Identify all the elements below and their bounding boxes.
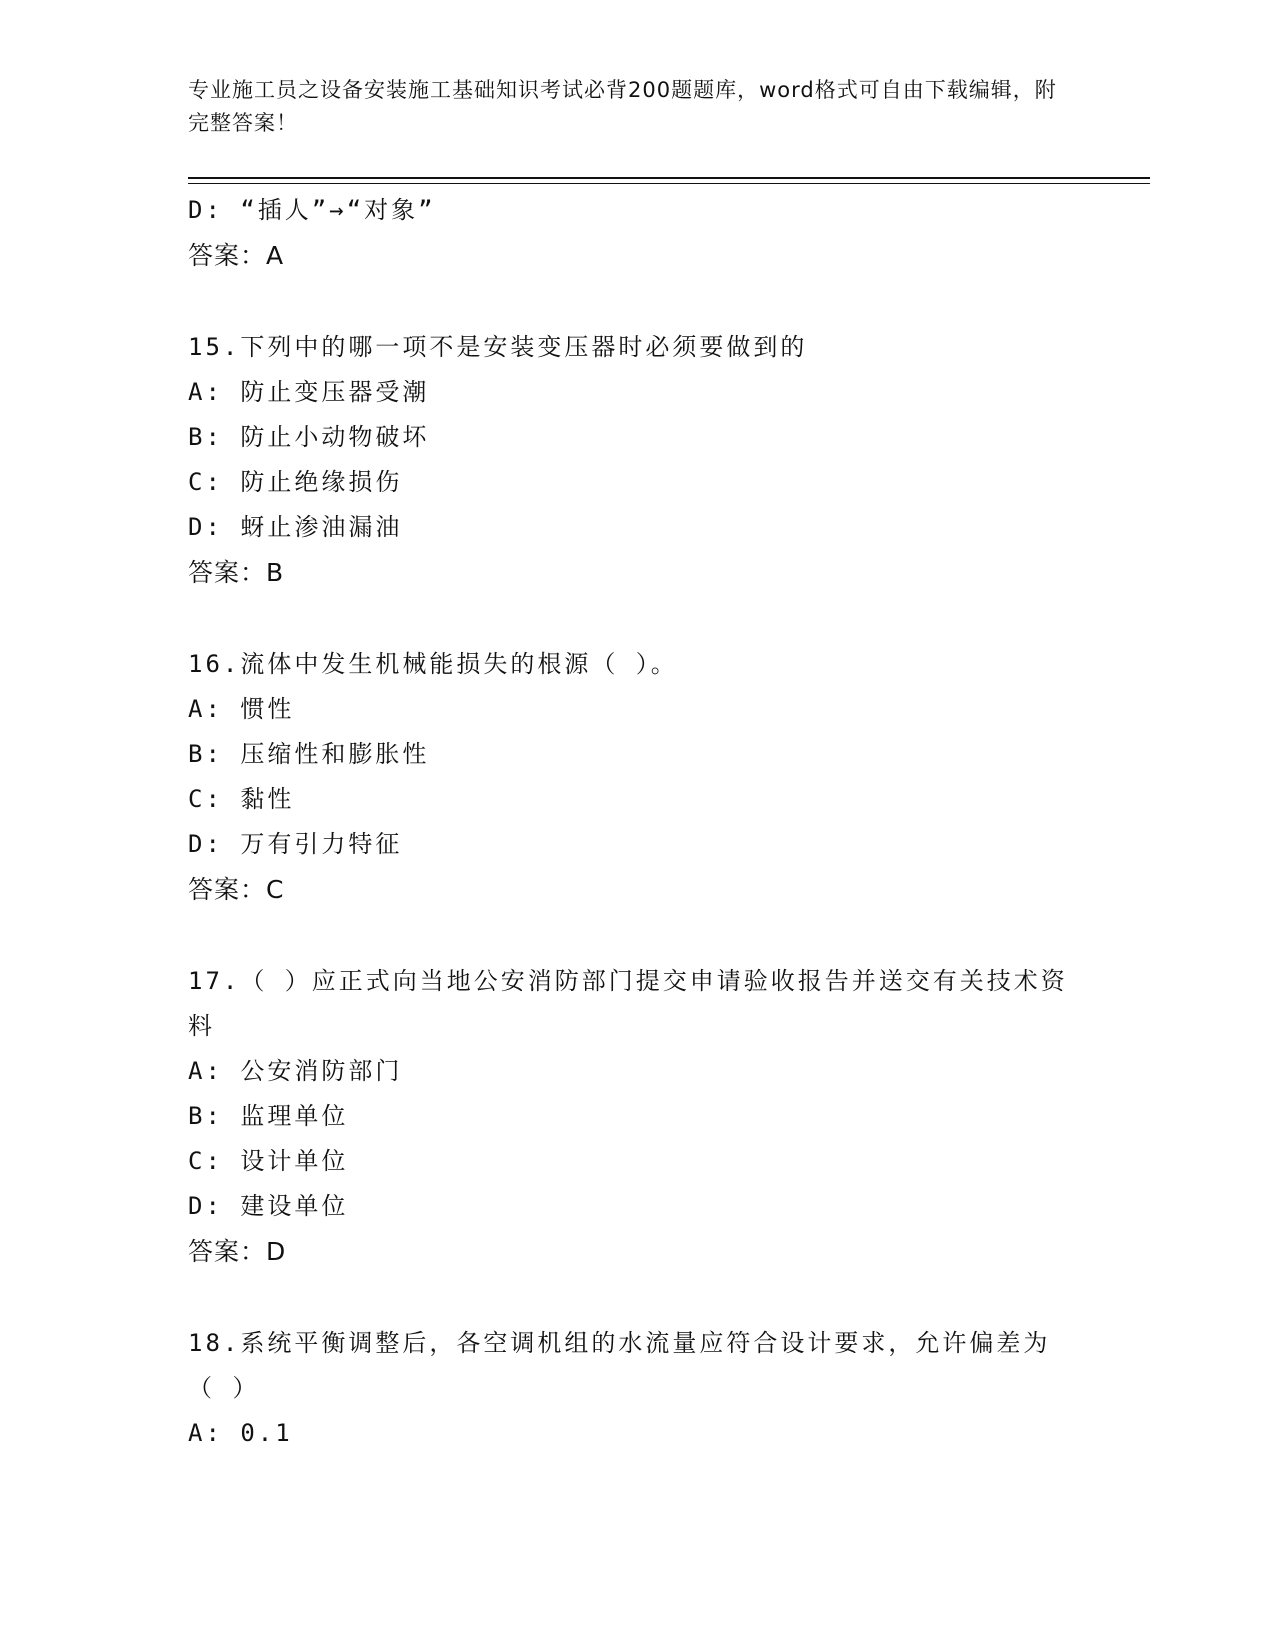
- option-c: C: 防止绝缘损伤: [188, 468, 403, 496]
- option-d: D: 万有引力特征: [188, 830, 403, 858]
- option-a: A: 公安消防部门: [188, 1057, 403, 1085]
- option-d: D: 蚜止渗油漏油: [188, 513, 403, 541]
- answer-line: 答案：A: [188, 241, 285, 270]
- answer-line: 答案：C: [188, 875, 285, 904]
- option-b: B: 监理单位: [188, 1102, 349, 1130]
- option-a: A: 惯性: [188, 695, 295, 723]
- spacer: [188, 595, 1088, 642]
- spacer: [188, 278, 1088, 325]
- question-stem: 17.（ ）应正式向当地公安消防部门提交申请验收报告并送交有关技术资料: [188, 967, 1068, 1040]
- answer-line: 答案：B: [188, 558, 285, 587]
- header-divider-thick: [188, 177, 1150, 179]
- question-stem: 16.流体中发生机械能损失的根源（ ）。: [188, 650, 678, 678]
- option-c: C: 黏性: [188, 785, 295, 813]
- spacer: [188, 1274, 1088, 1321]
- question-stem: 18.系统平衡调整后，各空调机组的水流量应符合设计要求，允许偏差为（ ）: [188, 1329, 1051, 1402]
- question-block-16: [188, 642, 1088, 912]
- question-block-17: [188, 959, 1088, 1274]
- question-block-18: [188, 1321, 1088, 1456]
- question-block-14-tail: [188, 188, 1088, 278]
- option-a: A: 0.1: [188, 1419, 293, 1447]
- option-c: C: 设计单位: [188, 1147, 349, 1175]
- option-d: D: “插人”→“对象”: [188, 196, 436, 224]
- document-header: 专业施工员之设备安装施工基础知识考试必背200题题库，word格式可自由下载编辑，附完整答案！: [188, 78, 1057, 135]
- question-block-15: [188, 325, 1088, 595]
- option-a: A: 防止变压器受潮: [188, 378, 430, 406]
- spacer: [188, 912, 1088, 959]
- question-list: [188, 188, 1088, 1456]
- answer-line: 答案：D: [188, 1237, 287, 1266]
- option-d: D: 建设单位: [188, 1192, 349, 1220]
- question-stem: 15.下列中的哪一项不是安装变压器时必须要做到的: [188, 333, 808, 361]
- option-b: B: 防止小动物破坏: [188, 423, 430, 451]
- option-b: B: 压缩性和膨胀性: [188, 740, 430, 768]
- header-divider-thin: [188, 183, 1150, 184]
